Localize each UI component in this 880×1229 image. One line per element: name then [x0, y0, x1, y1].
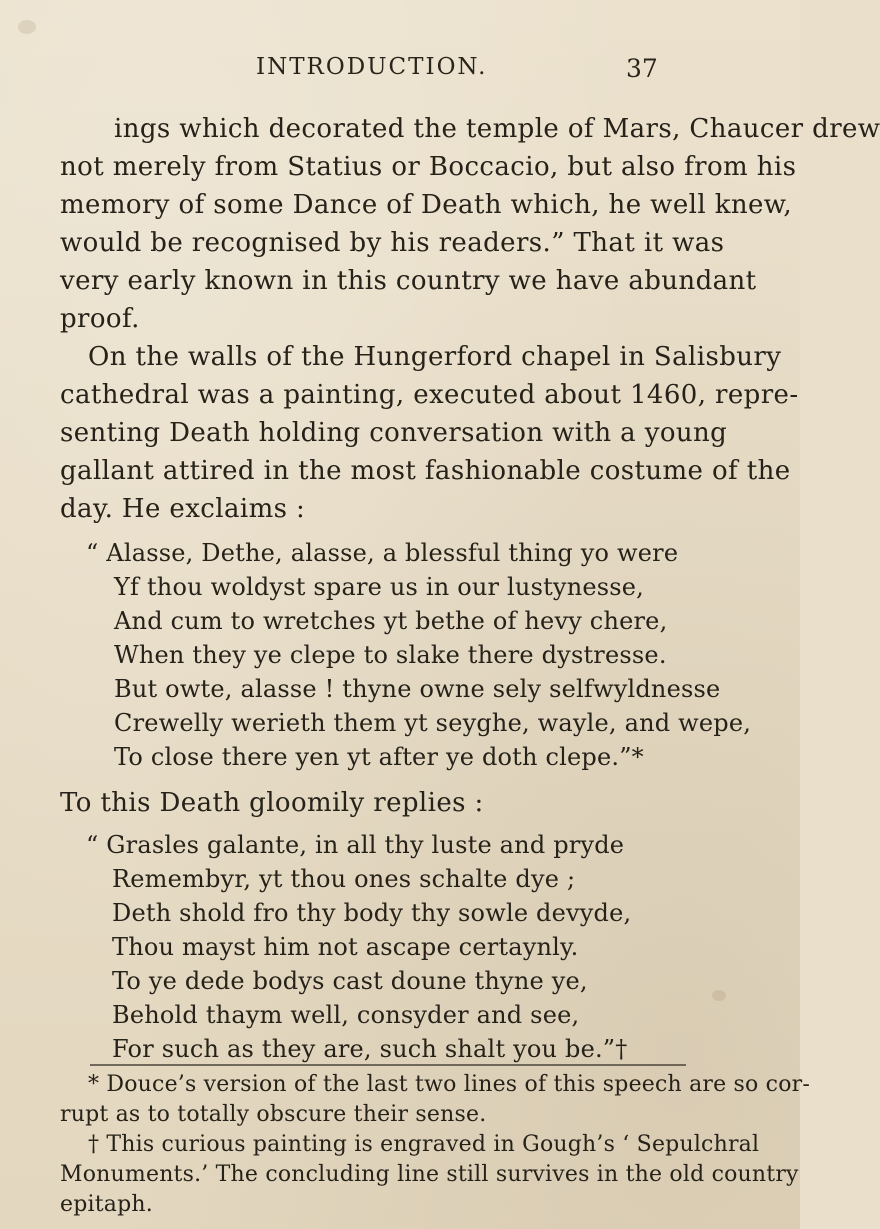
verse-line: To ye dede bodys cast doune thyne ye, — [112, 967, 588, 995]
paragraph-line: proof. — [60, 304, 140, 334]
paper-spot — [712, 990, 726, 1001]
verse-line: To close there yen yt after ye doth clepe.”* — [114, 743, 644, 771]
verse-line: For such as they are, such shalt you be.”† — [112, 1035, 628, 1063]
verse-line: Crewelly werieth them yt seyghe, wayle, and wepe, — [114, 709, 752, 737]
paragraph-line: memory of some Dance of Death which, he well knew, — [60, 190, 793, 220]
footnote-line: † This curious painting is engraved in Gough’s ‘ Sepulchral — [88, 1132, 760, 1157]
footnote-line: * Douce’s version of the last two lines of this speech are so cor- — [88, 1072, 810, 1097]
page-title: INTRODUCTION. — [256, 54, 488, 80]
paragraph-line: not merely from Statius or Boccacio, but also from his — [60, 152, 797, 182]
verse-line: Behold thaym well, consyder and see, — [112, 1001, 580, 1029]
running-head — [0, 48, 800, 86]
verse-line: “ Alasse, Dethe, alasse, a blessful thing yo were — [86, 539, 679, 567]
footnote-line: Monuments.’ The concluding line still survives in the old country — [60, 1162, 799, 1187]
paragraph-line: would be recognised by his readers.” That it was — [60, 228, 725, 258]
verse-line: Thou mayst him not ascape certaynly. — [112, 933, 579, 961]
transition-line: To this Death gloomily replies : — [60, 788, 484, 818]
paragraph-line: day. He exclaims : — [60, 494, 306, 524]
verse-line: Yf thou woldyst spare us in our lustynesse, — [114, 573, 645, 601]
paragraph-line: On the walls of the Hungerford chapel in Salisbury — [88, 342, 782, 372]
verse-line: And cum to wretches yt bethe of hevy chere, — [114, 607, 668, 635]
verse-line: But owte, alasse ! thyne owne sely selfwyldnesse — [114, 675, 721, 703]
paper-spot — [18, 20, 36, 34]
verse-line: “ Grasles galante, in all thy luste and pryde — [86, 831, 625, 859]
verse-line: Deth shold fro thy body thy sowle devyde, — [112, 899, 632, 927]
verse-line: Remembyr, yt thou ones schalte dye ; — [112, 865, 576, 893]
footnote-line: epitaph. — [60, 1192, 153, 1217]
page-number: 37 — [626, 54, 658, 83]
paragraph-line: cathedral was a painting, executed about 1460, repre- — [60, 380, 799, 410]
paragraph-line: ings which decorated the temple of Mars, Chaucer drew — [114, 114, 880, 144]
footnote-rule — [90, 1064, 686, 1066]
paragraph-line: very early known in this country we have abundant — [60, 266, 757, 296]
footnote-line: rupt as to totally obscure their sense. — [60, 1102, 487, 1127]
paragraph-line: gallant attired in the most fashionable costume of the — [60, 456, 791, 486]
paragraph-line: senting Death holding conversation with a young — [60, 418, 728, 448]
verse-line: When they ye clepe to slake there dystresse. — [114, 641, 667, 669]
